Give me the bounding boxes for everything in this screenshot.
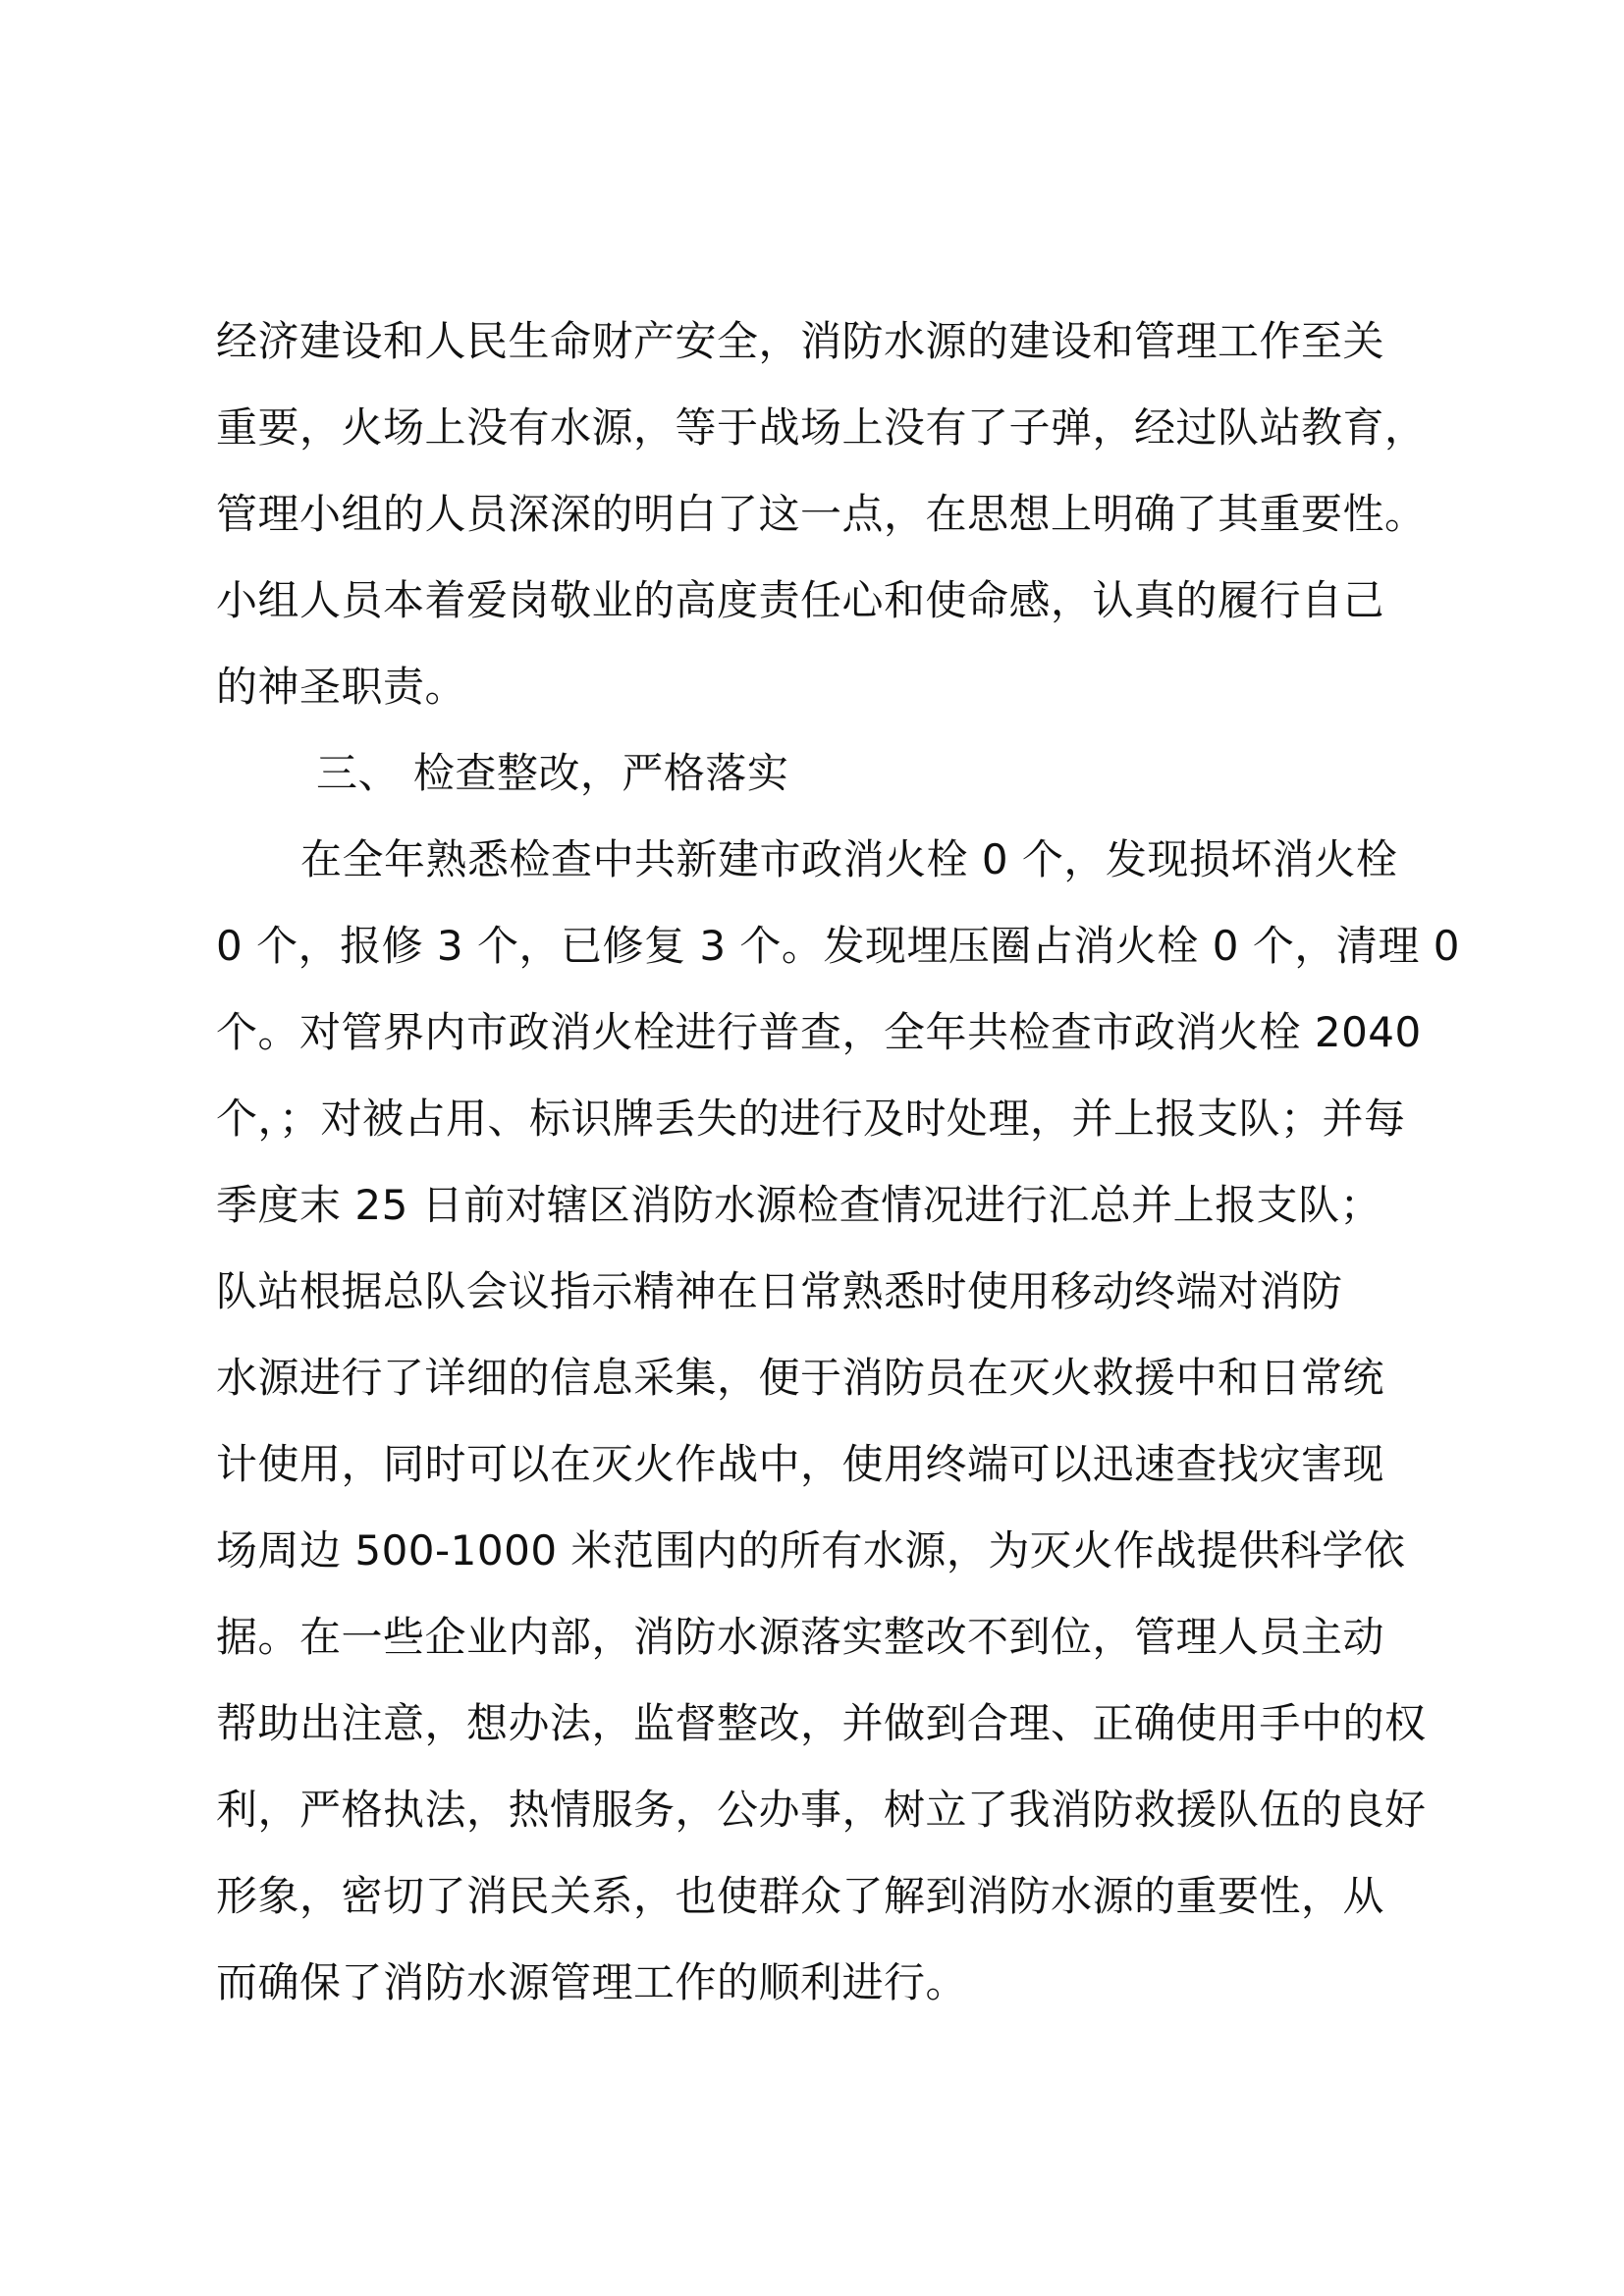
paragraph-line: 重要，火场上没有水源，等于战场上没有了子弹，经过队站教育， bbox=[216, 403, 1427, 452]
paragraph-line: 0 个，报修 3 个，已修复 3 个。发现埋压圈占消火栓 0 个，清理 0 bbox=[216, 922, 1460, 970]
paragraph-line: 而确保了消防水源管理工作的顺利进行。 bbox=[216, 1958, 968, 2006]
paragraph-line: 帮助出注意，想办法，监督整改，并做到合理、正确使用手中的权 bbox=[216, 1699, 1427, 1747]
paragraph-line: 个。对管界内市政消火栓进行普查，全年共检查市政消火栓 2040 bbox=[216, 1008, 1422, 1056]
paragraph-line: 个，；对被占用、标识牌丢失的进行及时处理，并上报支队；并每 bbox=[216, 1095, 1406, 1143]
paragraph-line: 经济建设和人民生命财产安全，消防水源的建设和管理工作至关 bbox=[216, 317, 1385, 365]
paragraph-line: 水源进行了详细的信息采集，便于消防员在灭火救援中和日常统 bbox=[216, 1354, 1385, 1402]
paragraph-line: 队站根据总队会议指示精神在日常熟悉时使用移动终端对消防 bbox=[216, 1267, 1343, 1315]
section-heading: 三、 检查整改，严格落实 bbox=[316, 749, 789, 797]
paragraph-line: 利，严格执法，热情服务，公办事，树立了我消防救援队伍的良好 bbox=[216, 1786, 1427, 1834]
paragraph-line: 季度末 25 日前对辖区消防水源检查情况进行汇总并上报支队； bbox=[216, 1181, 1382, 1229]
paragraph-line: 形象，密切了消民关系，也使群众了解到消防水源的重要性，从 bbox=[216, 1872, 1385, 1920]
paragraph-line: 管理小组的人员深深的明白了这一点，在思想上明确了其重要性。 bbox=[216, 490, 1427, 538]
paragraph-line: 计使用，同时可以在灭火作战中，使用终端可以迅速查找灾害现 bbox=[216, 1440, 1385, 1488]
paragraph-line: 据。在一些企业内部，消防水源落实整改不到位，管理人员主动 bbox=[216, 1613, 1385, 1661]
paragraph-line: 场周边 500-1000 米范围内的所有水源，为灭火作战提供科学依 bbox=[216, 1526, 1406, 1575]
paragraph-line: 的神圣职责。 bbox=[216, 663, 467, 711]
paragraph-line: 小组人员本着爱岗敬业的高度责任心和使命感，认真的履行自己 bbox=[216, 576, 1385, 624]
paragraph-line: 在全年熟悉检查中共新建市政消火栓 0 个，发现损坏消火栓 bbox=[300, 835, 1398, 883]
